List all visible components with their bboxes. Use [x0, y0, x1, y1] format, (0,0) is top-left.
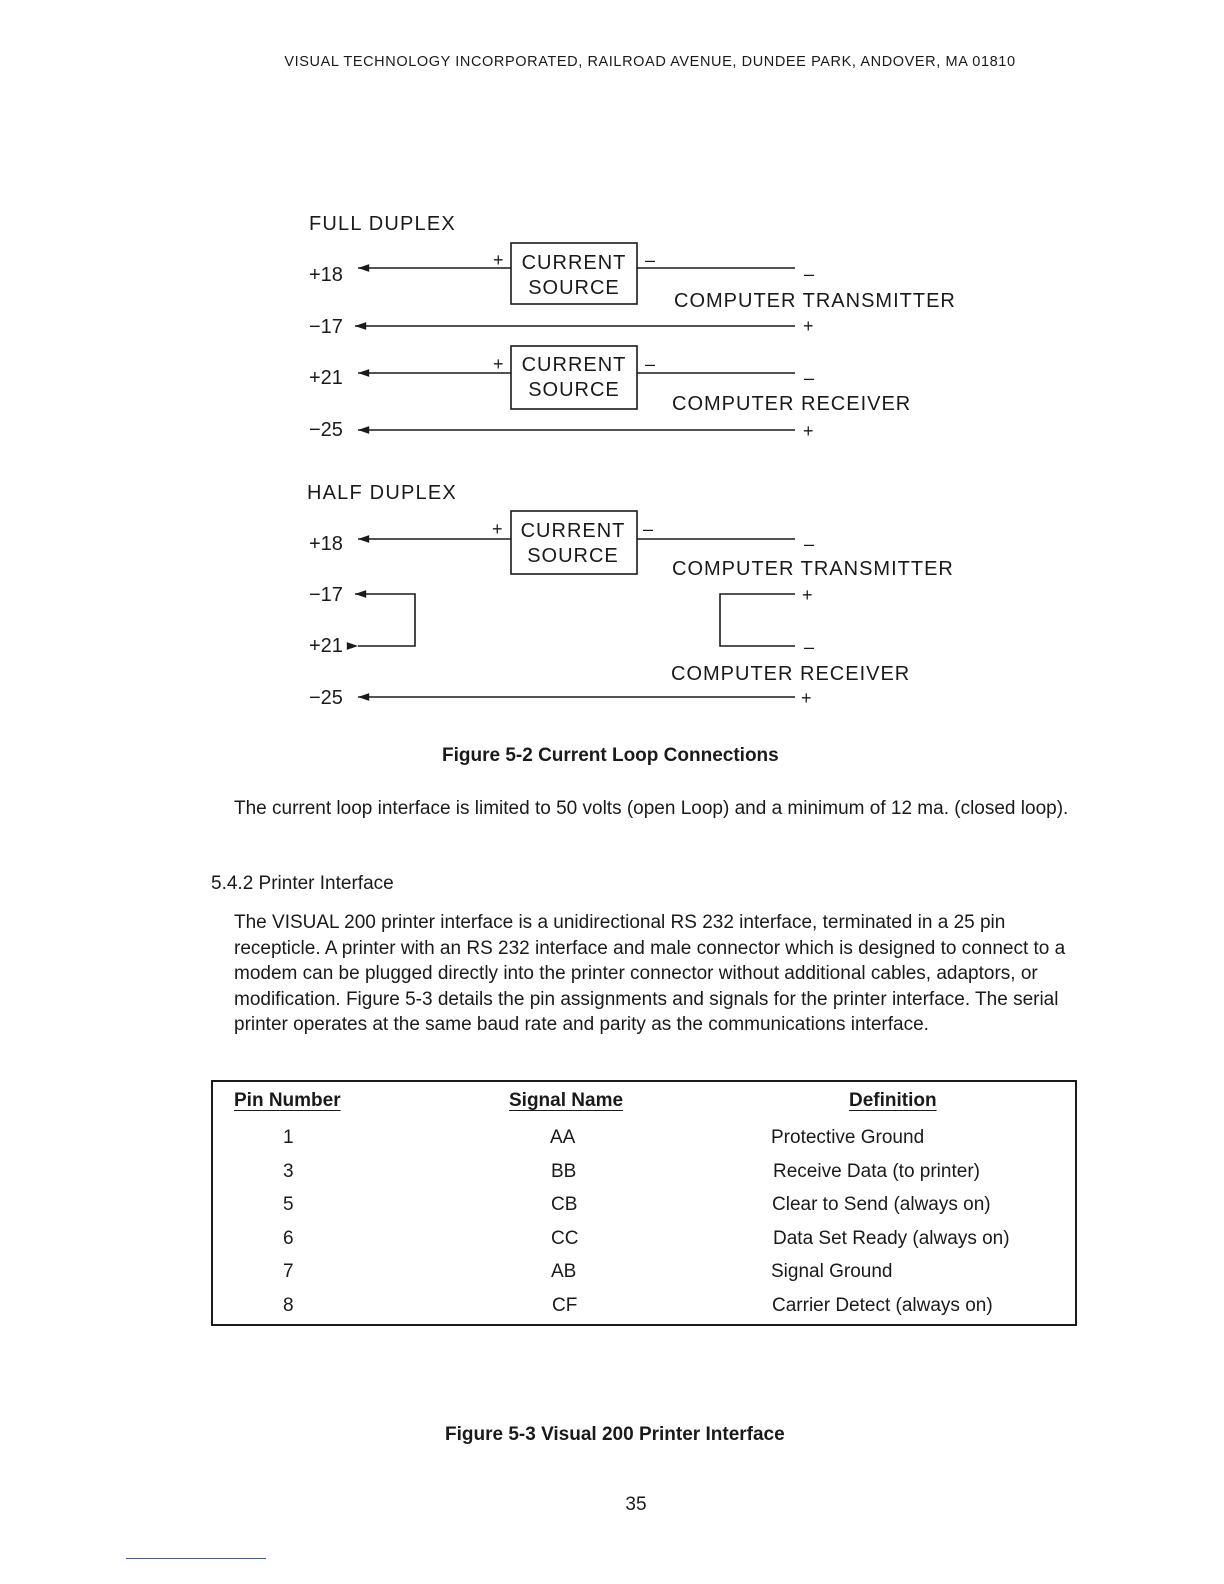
row-4-pin: 6 — [283, 1228, 294, 1249]
footer-rule — [126, 1558, 266, 1559]
header-definition: Definition — [849, 1090, 937, 1111]
full-pin-25: −25 — [309, 419, 343, 441]
half-tx-minus: – — [804, 534, 815, 554]
full-transmitter-label: COMPUTER TRANSMITTER — [674, 290, 956, 312]
row-6-signal: CF — [552, 1295, 578, 1316]
full-source1-label-current: CURRENT — [521, 252, 627, 274]
full-pin-18: +18 — [309, 264, 343, 286]
row-4-definition: Data Set Ready (always on) — [773, 1228, 1010, 1249]
section-heading: 5.4.2 Printer Interface — [211, 873, 394, 894]
current-loop-paragraph: The current loop interface is limited to 50 volts (open Loop) and a minimum of 12 ma. (closed loop). — [234, 798, 1069, 819]
full-source1-plus: + — [493, 250, 504, 270]
half-receiver-label: COMPUTER RECEIVER — [671, 663, 911, 685]
page-header: VISUAL TECHNOLOGY INCORPORATED, RAILROAD AVENUE, DUNDEE PARK, ANDOVER, MA 01810 — [284, 54, 1016, 70]
half-pin-21: +21 — [309, 635, 343, 657]
row-2-definition: Receive Data (to printer) — [773, 1161, 980, 1182]
full-source2-minus: – — [645, 354, 656, 374]
row-6-definition: Carrier Detect (always on) — [772, 1295, 993, 1316]
half-source-minus: – — [643, 519, 654, 539]
printer-interface-paragraph: The VISUAL 200 printer interface is a unidirectional RS 232 interface, terminated in a 25 pin recepticle. A printer with an RS 232 interface and male connector which is designed to connect to a modem can be plugged directly into the printer connector without additional cables, adaptors, or modification. Figure 5-3 details the pin assignments and signals for the printer interface. The serial printer operates at the same baud rate and parity as the communications interface. — [234, 912, 1066, 1035]
full-source2-label-current: CURRENT — [521, 354, 627, 376]
row-5-pin: 7 — [283, 1261, 294, 1282]
half-pin-18: +18 — [309, 533, 343, 555]
full-source1-label-source: SOURCE — [528, 277, 620, 299]
row-1-signal: AA — [550, 1127, 576, 1148]
half-source-label-source: SOURCE — [527, 545, 619, 567]
half-pin-17: −17 — [309, 584, 343, 606]
current-loop-diagram — [0, 0, 1224, 740]
row-3-signal: CB — [551, 1194, 578, 1215]
figure-5-3-caption: Figure 5-3 Visual 200 Printer Interface — [445, 1424, 785, 1445]
full-tx-minus: – — [804, 264, 815, 284]
row-6-pin: 8 — [283, 1295, 294, 1316]
row-3-definition: Clear to Send (always on) — [772, 1194, 991, 1215]
full-rx-plus: + — [803, 421, 814, 441]
figure-5-2-caption: Figure 5-2 Current Loop Connections — [442, 745, 779, 766]
row-3-pin: 5 — [283, 1194, 294, 1215]
row-5-definition: Signal Ground — [771, 1261, 893, 1282]
half-source-plus: + — [492, 519, 503, 539]
row-2-signal: BB — [551, 1161, 577, 1182]
half-duplex-title: HALF DUPLEX — [307, 482, 457, 504]
half-source-label-current: CURRENT — [520, 520, 626, 542]
half-transmitter-label: COMPUTER TRANSMITTER — [672, 558, 954, 580]
full-source2-label-source: SOURCE — [528, 379, 620, 401]
full-duplex-title: FULL DUPLEX — [309, 213, 456, 235]
full-receiver-label: COMPUTER RECEIVER — [672, 393, 912, 415]
half-rx-minus: – — [804, 637, 815, 657]
half-pin-25: −25 — [309, 687, 343, 709]
row-1-definition: Protective Ground — [771, 1127, 925, 1148]
full-pin-17: −17 — [309, 316, 343, 338]
row-4-signal: CC — [551, 1228, 579, 1249]
full-source1-minus: – — [645, 250, 656, 270]
row-1-pin: 1 — [283, 1127, 294, 1148]
half-tx-plus: + — [802, 585, 813, 605]
full-rx-minus: – — [804, 368, 815, 388]
page-number: 35 — [625, 1494, 647, 1515]
row-2-pin: 3 — [283, 1161, 294, 1182]
full-pin-21: +21 — [309, 367, 343, 389]
row-5-signal: AB — [551, 1261, 577, 1282]
full-source2-plus: + — [493, 354, 504, 374]
printer-pin-table — [211, 1080, 1077, 1326]
header-signal-name: Signal Name — [509, 1090, 624, 1111]
half-rx-plus: + — [801, 688, 812, 708]
header-pin-number: Pin Number — [234, 1090, 341, 1111]
full-tx-plus: + — [803, 316, 814, 336]
